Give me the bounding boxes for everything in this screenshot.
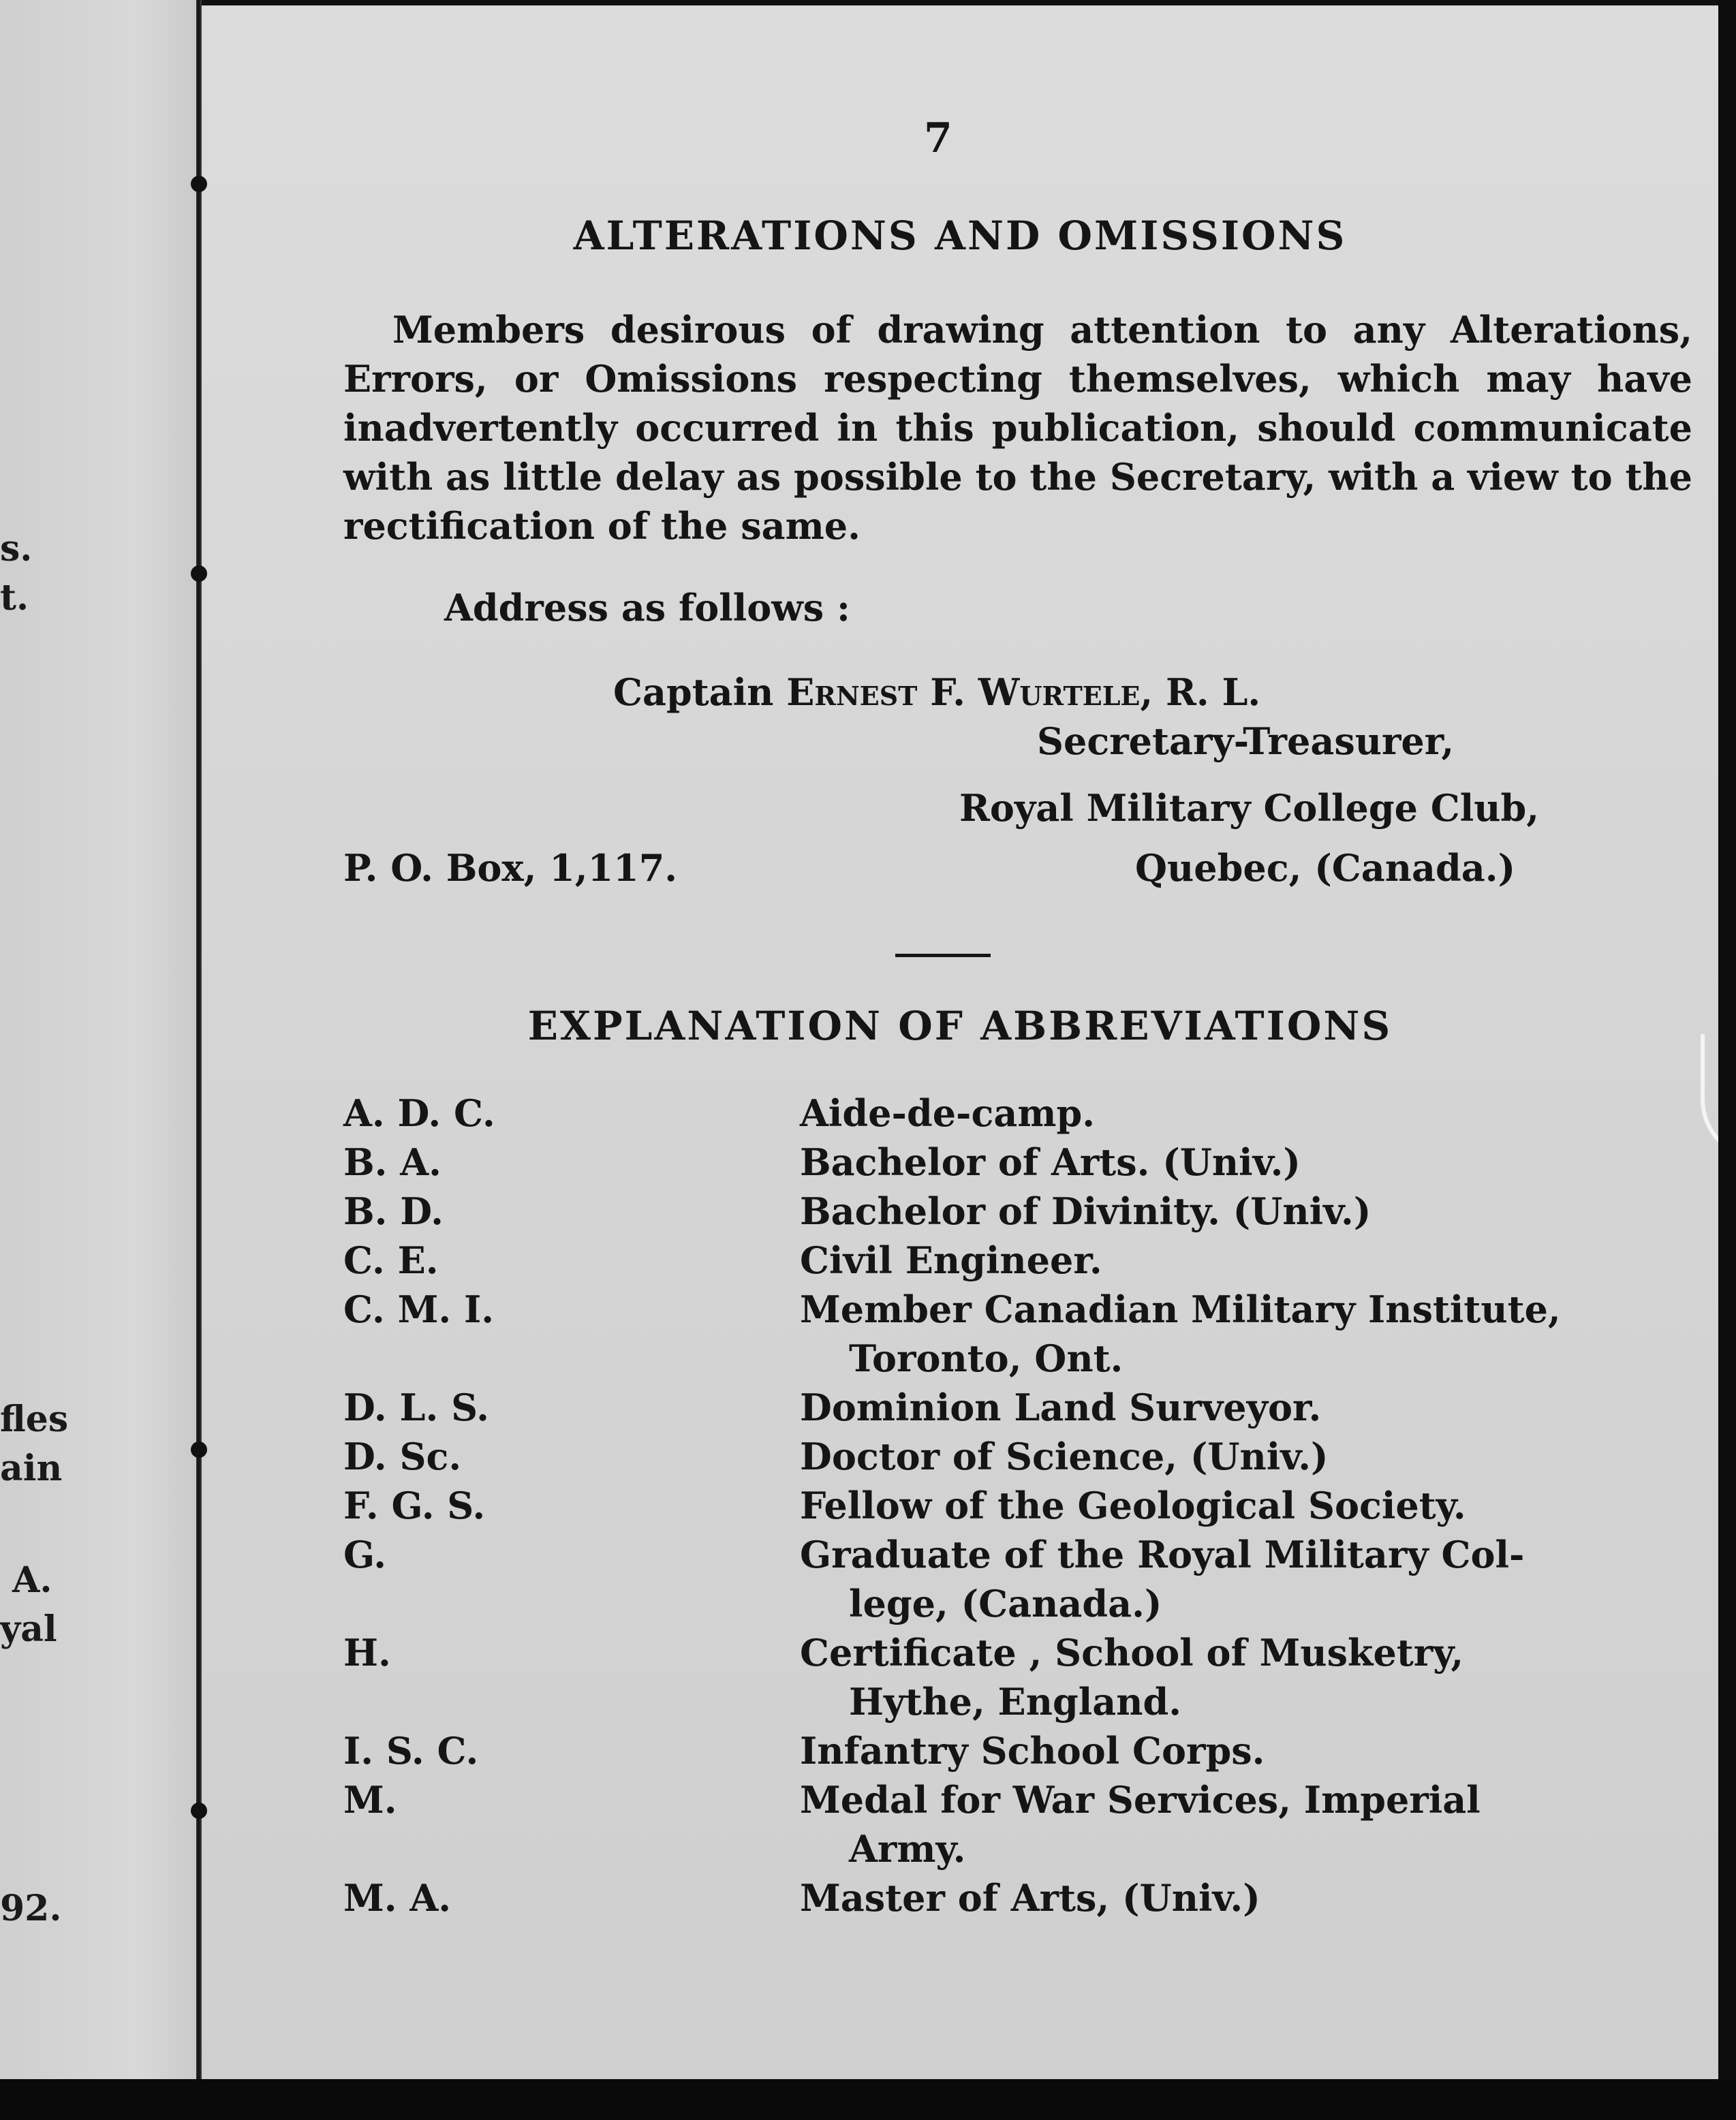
- abbreviation-meaning: [800, 1481, 1699, 1530]
- meaning-text: Aide-de-camp.: [800, 1091, 1096, 1135]
- list-item: [343, 1873, 1699, 1922]
- section-divider: [895, 954, 991, 957]
- meaning-text: Certificate , School of Musketry,: [800, 1631, 1464, 1674]
- left-fragment: ain: [0, 1448, 63, 1489]
- abbreviation-meaning: [800, 1726, 1699, 1775]
- list-item: [343, 1628, 1699, 1726]
- address-middle: F.: [930, 670, 965, 714]
- list-item: [343, 1187, 1699, 1236]
- address-intro: Address as follows :: [444, 586, 850, 629]
- abbreviation-meaning: [800, 1089, 1699, 1138]
- abbreviation-meaning: [800, 1628, 1699, 1726]
- left-fragment: 92.: [0, 1888, 62, 1929]
- abbreviation: B. A.: [343, 1140, 441, 1184]
- meaning-text: Infantry School Corps.: [800, 1729, 1265, 1773]
- address-line-3: Royal Military College Club,: [959, 786, 1540, 830]
- abbreviation: H.: [343, 1631, 391, 1674]
- address-city: Quebec, (Canada.): [1135, 846, 1516, 890]
- abbreviation: M.: [343, 1778, 397, 1822]
- left-fragment: t.: [0, 577, 29, 619]
- meaning-text: Bachelor of Arts. (Univ.): [800, 1140, 1301, 1184]
- heading-abbreviations: EXPLANATION OF ABBREVIATIONS: [527, 1003, 1393, 1049]
- address-line-2: Secretary-Treasurer,: [1037, 719, 1455, 763]
- abbreviation-meaning: [800, 1138, 1699, 1187]
- list-item: [343, 1530, 1699, 1628]
- left-fragment: yal: [0, 1608, 57, 1650]
- abbreviation: D. Sc.: [343, 1435, 462, 1478]
- left-fragment: A.: [12, 1559, 52, 1601]
- abbreviation-meaning: [800, 1383, 1699, 1432]
- address-po-box: P. O. Box, 1,117.: [343, 846, 678, 890]
- list-item: [343, 1285, 1699, 1383]
- meaning-text: Graduate of the Royal Military Col-: [800, 1533, 1525, 1576]
- address-first-name: Ernest: [786, 670, 918, 714]
- scan-border-top: [0, 0, 1736, 5]
- list-item: [343, 1481, 1699, 1530]
- list-item: [343, 1138, 1699, 1187]
- abbreviation: G.: [343, 1533, 386, 1576]
- meaning-text: Doctor of Science, (Univ.): [800, 1435, 1329, 1478]
- abbreviation: C. M. I.: [343, 1288, 495, 1331]
- address-title: Captain: [613, 670, 774, 714]
- left-fragment: fles: [0, 1399, 69, 1440]
- notice-paragraph: [343, 305, 1692, 550]
- address-suffix: , R. L.: [1140, 670, 1261, 714]
- meaning-text: Master of Arts, (Univ.): [800, 1876, 1260, 1920]
- meaning-continuation: lege, (Canada.): [849, 1582, 1162, 1625]
- meaning-continuation: Hythe, England.: [849, 1680, 1182, 1724]
- abbreviation-meaning: [800, 1285, 1699, 1383]
- binding-gutter: [196, 0, 202, 2079]
- meaning-text: Fellow of the Geological Society.: [800, 1484, 1466, 1527]
- address-surname: Wurtele: [978, 670, 1141, 714]
- scan-border-right: [1718, 0, 1736, 2120]
- abbreviation-meaning: [800, 1530, 1699, 1628]
- scan-border-bottom: [0, 2079, 1736, 2120]
- abbreviation-meaning: [800, 1236, 1699, 1285]
- abbreviation-list: [343, 1089, 1699, 1922]
- left-fragment: s.: [0, 528, 33, 570]
- abbreviation-meaning: [800, 1432, 1699, 1481]
- address-name-line: [613, 670, 1260, 714]
- list-item: [343, 1432, 1699, 1481]
- abbreviation: I. S. C.: [343, 1729, 479, 1773]
- left-page-edge: [0, 0, 198, 2079]
- abbreviation-meaning: [800, 1775, 1699, 1873]
- meaning-continuation: Army.: [849, 1827, 966, 1871]
- list-item: [343, 1236, 1699, 1285]
- abbreviation: A. D. C.: [343, 1091, 495, 1135]
- list-item: [343, 1726, 1699, 1775]
- meaning-text: Dominion Land Surveyor.: [800, 1386, 1322, 1429]
- abbreviation-meaning: [800, 1187, 1699, 1236]
- abbreviation: B. D.: [343, 1189, 444, 1233]
- heading-alterations: ALTERATIONS AND OMISSIONS: [573, 213, 1347, 259]
- abbreviation: M. A.: [343, 1876, 452, 1920]
- meaning-continuation: Toronto, Ont.: [849, 1337, 1123, 1380]
- meaning-text: Civil Engineer.: [800, 1238, 1102, 1282]
- page-number: 7: [924, 114, 952, 162]
- abbreviation: F. G. S.: [343, 1484, 486, 1527]
- book-page: [202, 5, 1718, 2079]
- meaning-text: Member Canadian Military Institute,: [800, 1288, 1561, 1331]
- abbreviation-meaning: [800, 1873, 1699, 1922]
- list-item: [343, 1775, 1699, 1873]
- abbreviation: C. E.: [343, 1238, 439, 1282]
- abbreviation: D. L. S.: [343, 1386, 489, 1429]
- meaning-text: Bachelor of Divinity. (Univ.): [800, 1189, 1371, 1233]
- list-item: [343, 1383, 1699, 1432]
- notice-text: Members desirous of drawing attention to any Alterations, Errors, or Omissions respecting themselves, which may have inadvertently occurred in this publication, should communicate with as little delay as possible to the Secretary, with a view to the rectification of the same.: [343, 308, 1692, 548]
- meaning-text: Medal for War Services, Imperial: [800, 1778, 1481, 1822]
- list-item: [343, 1089, 1699, 1138]
